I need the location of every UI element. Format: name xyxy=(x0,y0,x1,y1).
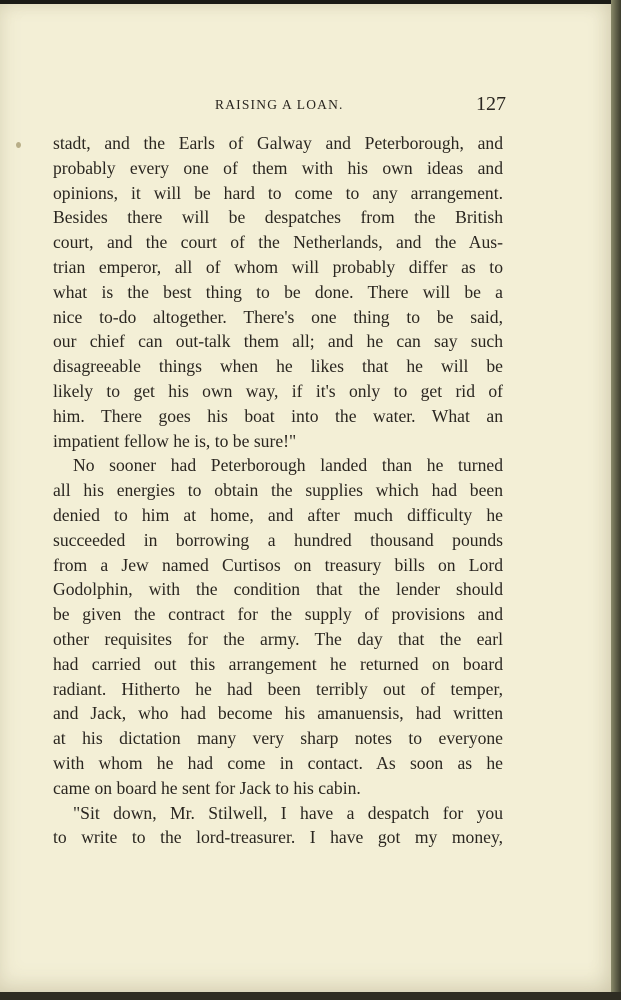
text-line: radiant. Hitherto he had been terribly out of temper, xyxy=(53,678,503,699)
text-line: at his dictation many very sharp notes to everyone xyxy=(53,728,503,749)
text-line: stadt, and the Earls of Galway and Peterborough, and xyxy=(53,133,503,153)
page-number: 127 xyxy=(476,93,506,115)
book-bottom-edge xyxy=(0,992,621,1000)
text-line: Besides there will be despatches from the British xyxy=(53,207,503,228)
text-line: likely to get his own way, if it's only to get rid of xyxy=(53,380,503,401)
text-line: from a Jew named Curtisos on treasury bills on Lord xyxy=(53,554,503,575)
text-line: him. There goes his boat into the water. What an xyxy=(53,405,503,426)
text-line: opinions, it will be hard to come to any arrangement. xyxy=(53,182,503,203)
text-line: all his energies to obtain the supplies which had been xyxy=(53,480,503,501)
running-head: RAISING A LOAN. xyxy=(215,97,344,112)
text-line: had carried out this arrangement he returned on board xyxy=(53,653,503,674)
text-line: impatient fellow he is, to be sure!" xyxy=(53,430,297,451)
text-line: be given the contract for the supply of provisions and xyxy=(53,604,503,625)
paper-blemish xyxy=(16,142,21,148)
text-line: "Sit down, Mr. Stilwell, I have a despatch for you xyxy=(73,802,503,823)
page-header xyxy=(0,93,614,117)
text-line: succeeded in borrowing a hundred thousand pounds xyxy=(53,529,503,550)
body-text xyxy=(53,131,503,850)
text-line: to write to the lord-treasurer. I have got my money, xyxy=(53,827,503,848)
book-fore-edge xyxy=(611,0,621,1000)
text-line: trian emperor, all of whom will probably differ as to xyxy=(53,256,503,277)
text-line: other requisites for the army. The day that the earl xyxy=(53,628,503,649)
text-line: probably every one of them with his own ideas and xyxy=(53,157,503,178)
text-line: our chief can out-talk them all; and he can say such xyxy=(53,331,503,352)
text-line: No sooner had Peterborough landed than he turned xyxy=(73,455,503,476)
text-line: Godolphin, with the condition that the lender should xyxy=(53,579,503,600)
text-line: denied to him at home, and after much difficulty he xyxy=(53,504,503,525)
text-line: and Jack, who had become his amanuensis, had written xyxy=(53,703,503,724)
book-page xyxy=(0,4,614,994)
text-line: what is the best thing to be done. There will be a xyxy=(53,281,503,302)
text-line: with whom he had come in contact. As soon as he xyxy=(53,752,503,773)
text-line: disagreeable things when he likes that he will be xyxy=(53,356,503,377)
text-line: nice to-do altogether. There's one thing to be said, xyxy=(53,306,503,327)
text-line: court, and the court of the Netherlands, and the Aus- xyxy=(53,232,503,253)
text-line: came on board he sent for Jack to his cabin. xyxy=(53,777,361,798)
